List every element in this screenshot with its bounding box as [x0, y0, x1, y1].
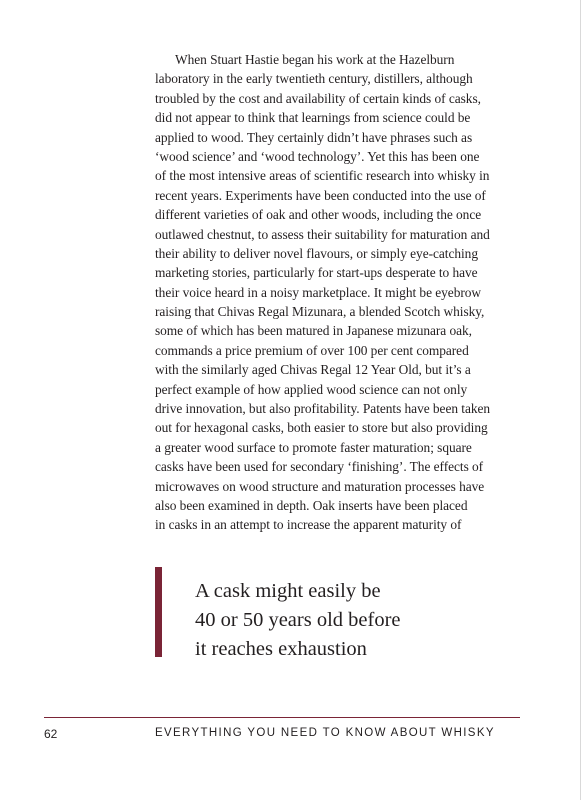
body-line: outlawed chestnut, to assess their suitability for maturation and	[155, 226, 490, 242]
body-line: some of which has been matured in Japanese mizunara oak,	[155, 323, 472, 339]
body-line: ‘wood science’ and ‘wood technology’. Yet this has been one	[155, 148, 480, 164]
body-line: marketing stories, particularly for start-ups desperate to have	[155, 265, 478, 281]
footer-rule	[44, 717, 520, 718]
body-line: their ability to deliver novel flavours, or simply eye-catching	[155, 245, 478, 261]
pull-quote-line: it reaches exhaustion	[195, 638, 367, 660]
body-line: troubled by the cost and availability of certain kinds of casks,	[155, 90, 481, 106]
pull-quote-bar	[155, 567, 162, 657]
body-line: recent years. Experiments have been conducted into the use of	[155, 187, 486, 203]
body-line: also been examined in depth. Oak inserts have been placed	[155, 497, 468, 513]
body-line: in casks in an attempt to increase the apparent maturity of	[155, 517, 462, 533]
body-line: applied to wood. They certainly didn’t have phrases such as	[155, 129, 473, 145]
body-line: casks have been used for secondary ‘finishing’. The effects of	[155, 459, 484, 475]
body-paragraph	[155, 50, 500, 535]
body-line: their voice heard in a noisy marketplace. It might be eyebrow	[155, 284, 482, 300]
pull-quote-line: A cask might easily be	[195, 580, 381, 602]
body-line: commands a price premium of over 100 per cent compared	[155, 342, 469, 358]
body-line: microwaves on wood structure and maturation processes have	[155, 478, 485, 494]
body-line: of the most intensive areas of scientific research into whisky in	[155, 168, 490, 184]
body-line: perfect example of how applied wood science can not only	[155, 381, 468, 397]
body-line: raising that Chivas Regal Mizunara, a blended Scotch whisky,	[155, 304, 485, 320]
pull-quote-text	[195, 577, 401, 664]
pull-quote-line: 40 or 50 years old before	[195, 609, 401, 631]
page-number: 62	[44, 727, 58, 741]
body-line: drive innovation, but also profitability. Patents have been taken	[155, 401, 491, 417]
body-line: with the similarly aged Chivas Regal 12 Year Old, but it’s a	[155, 362, 471, 378]
body-line: did not appear to think that learnings from science could be	[155, 110, 471, 126]
body-line: laboratory in the early twentieth century, distillers, although	[155, 71, 473, 87]
body-line: out for hexagonal casks, both easier to store but also providing	[155, 420, 488, 436]
body-line: When Stuart Hastie began his work at the Hazelburn	[175, 52, 455, 67]
running-head: EVERYTHING YOU NEED TO KNOW ABOUT WHISKY	[155, 727, 495, 739]
body-line: different varieties of oak and other woods, including the once	[155, 207, 482, 223]
body-line: a greater wood surface to promote faster maturation; square	[155, 439, 472, 455]
pull-quote	[155, 567, 455, 660]
